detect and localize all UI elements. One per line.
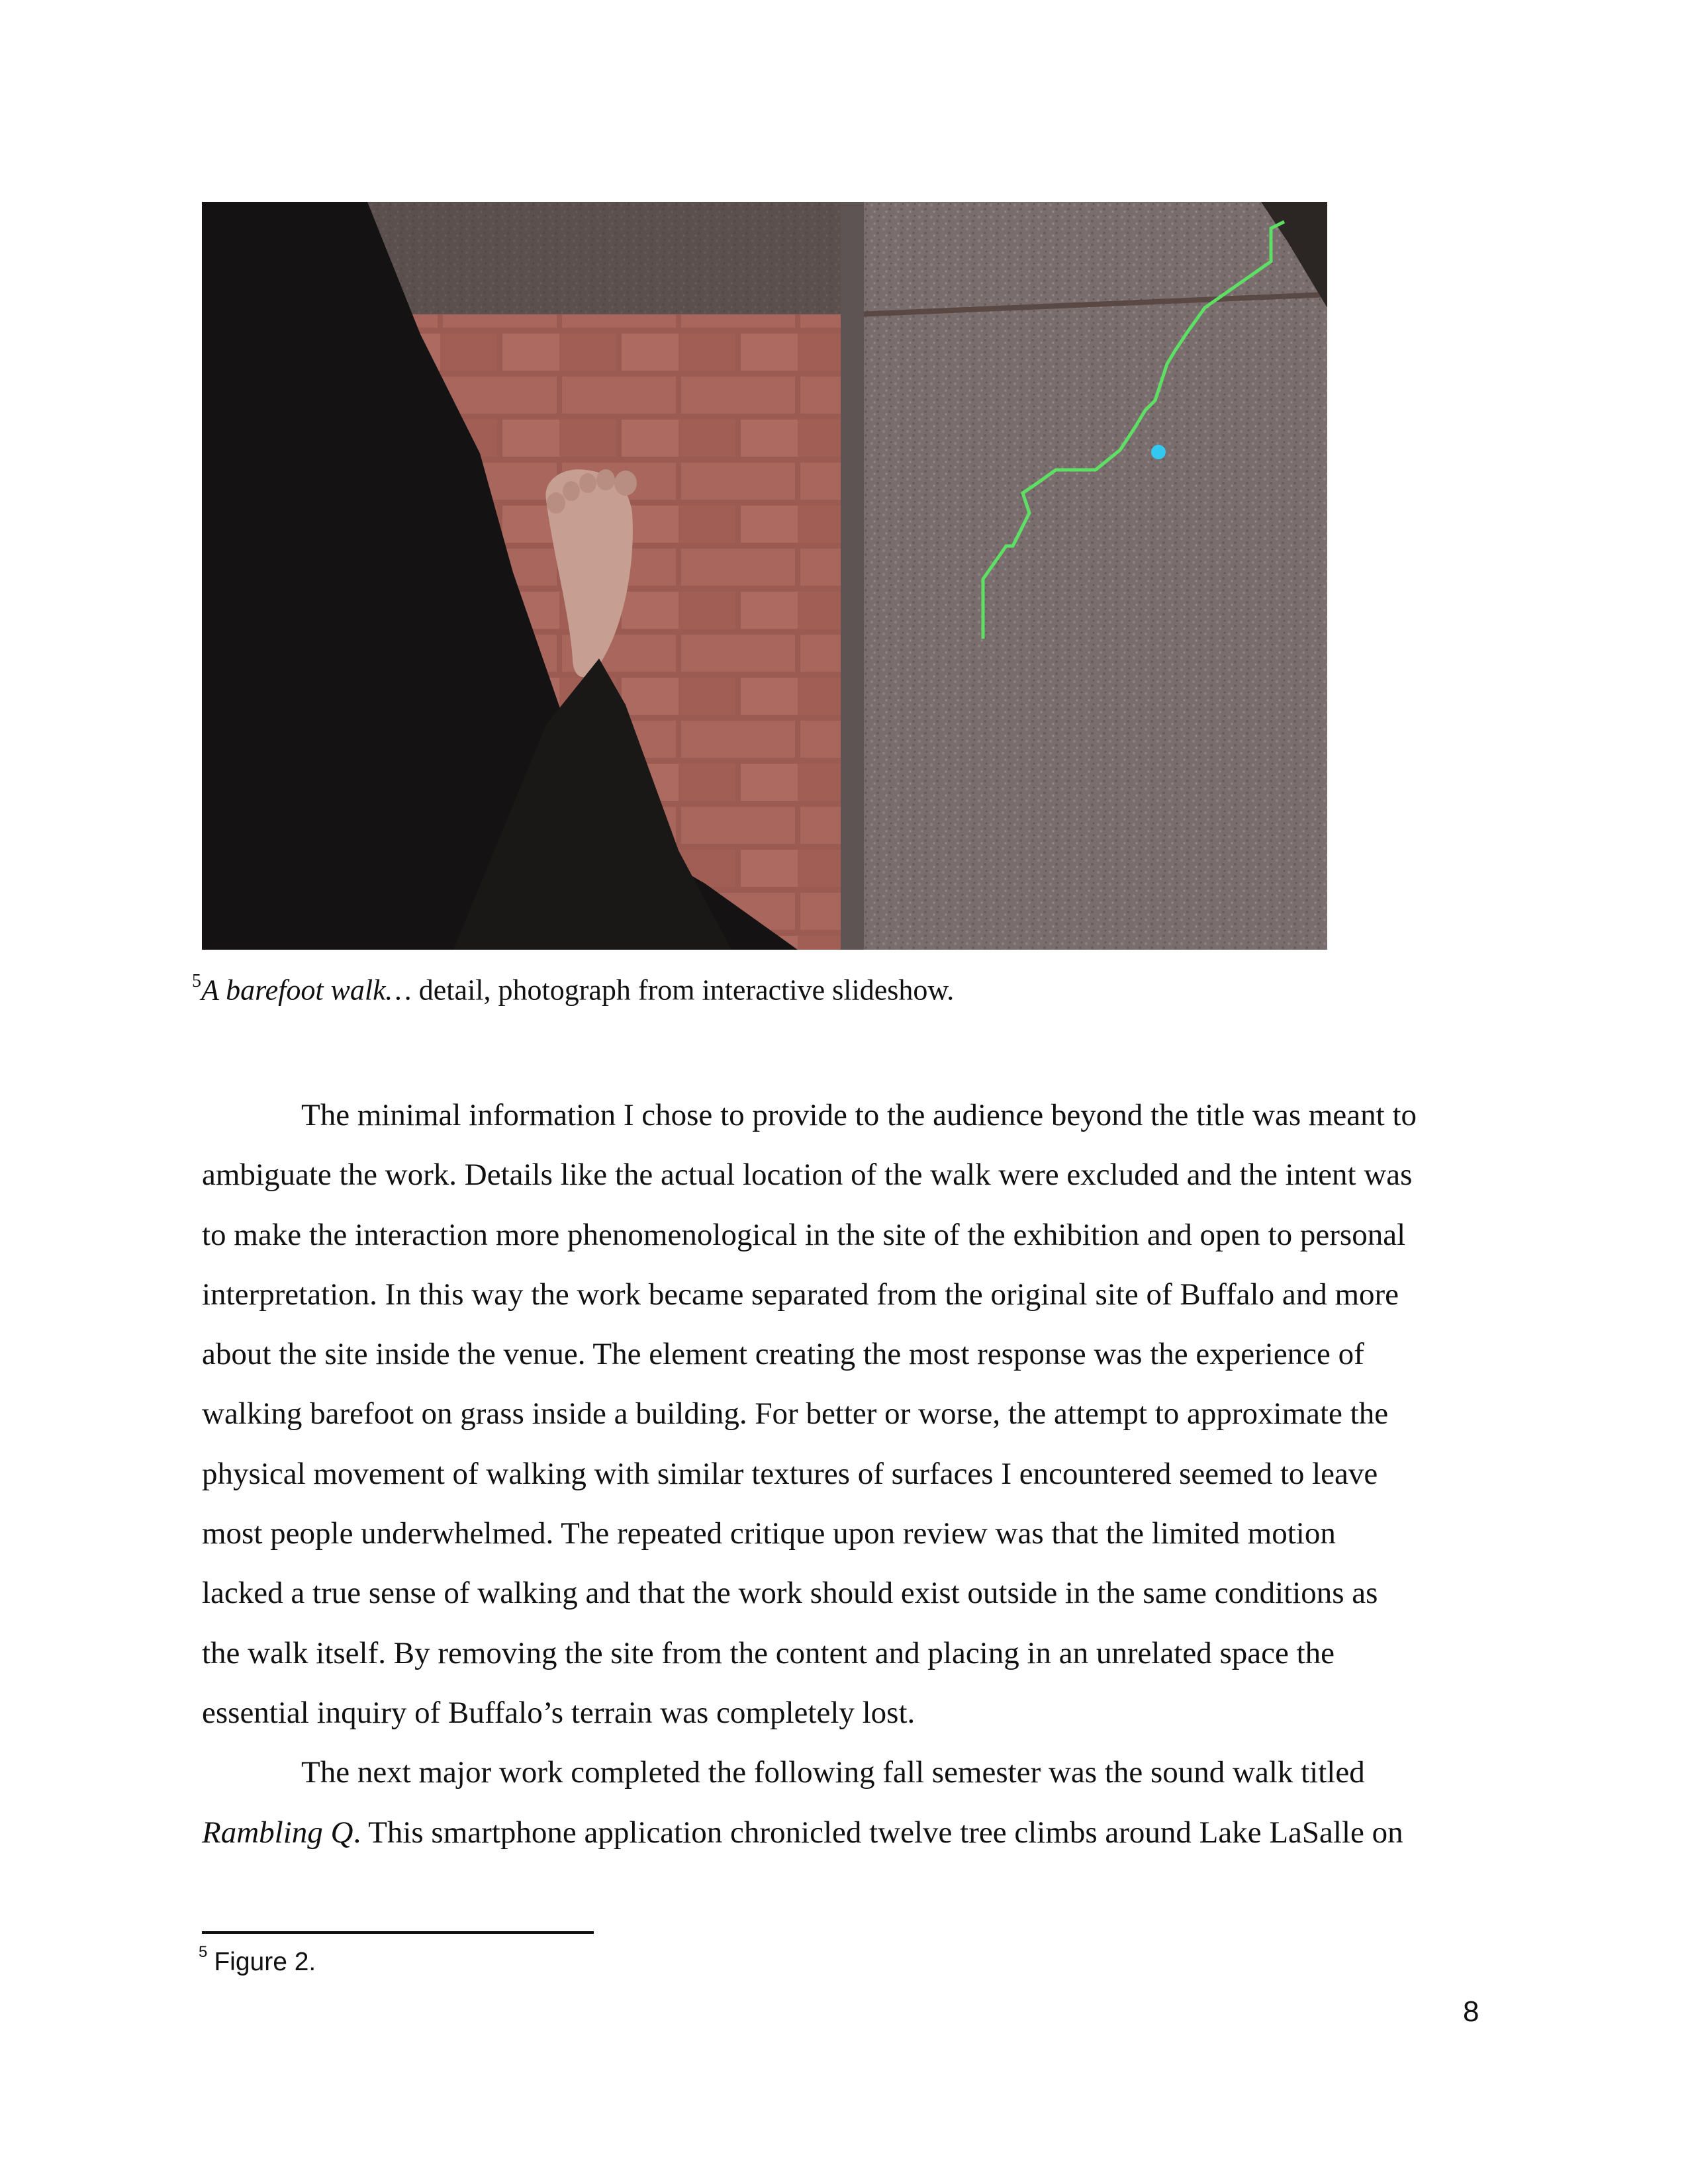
caption-title: A barefoot walk… — [201, 974, 412, 1007]
text-line: interpretation. In this way the work became separated from the original site of Buffalo and more — [202, 1277, 1399, 1312]
caption-footnote-mark: 5 — [192, 971, 201, 991]
text-line: essential inquiry of Buffalo’s terrain was completely lost. — [202, 1695, 915, 1730]
caption-text: detail, photograph from interactive slideshow. — [411, 974, 955, 1007]
body-text — [202, 1085, 1493, 1862]
text-line: ambiguate the work. Details like the actual location of the walk were excluded and the intent was — [202, 1158, 1413, 1193]
footnote-separator — [202, 1931, 594, 1934]
figure-caption — [192, 973, 954, 1008]
text-line: to make the interaction more phenomenological in the site of the exhibition and open to personal — [202, 1217, 1406, 1252]
text-line: most people underwhelmed. The repeated critique upon review was that the limited motion — [202, 1516, 1336, 1551]
paragraph-2 — [202, 1743, 1493, 1862]
footnote — [199, 1943, 316, 1977]
text-line: lacked a true sense of walking and that the work should exist outside in the same conditions as — [202, 1576, 1378, 1611]
barefoot-walk-photo — [202, 202, 1327, 950]
text-line: The minimal information I chose to provide to the audience beyond the title was meant to — [301, 1098, 1417, 1132]
text-line: physical movement of walking with similar textures of surfaces I encountered seemed to leave — [202, 1456, 1378, 1491]
footnote-mark: 5 — [199, 1943, 208, 1961]
paragraph-1 — [202, 1085, 1493, 1743]
page-number: 8 — [1463, 1995, 1479, 2028]
text-line — [202, 1803, 1493, 1862]
text-line: the walk itself. By removing the site from the content and placing in an unrelated space the — [202, 1635, 1335, 1670]
text-line: walking barefoot on grass inside a building. For better or worse, the attempt to approximate the — [202, 1396, 1389, 1432]
text-line-rest: . This smartphone application chronicled twelve tree climbs around Lake LaSalle on — [353, 1815, 1403, 1850]
work-title: Rambling Q — [202, 1815, 353, 1850]
footnote-text: Figure 2. — [214, 1948, 316, 1976]
text-line: The next major work completed the following fall semester was the sound walk titled — [301, 1755, 1365, 1790]
text-line: about the site inside the venue. The element creating the most response was the experience of — [202, 1337, 1364, 1372]
